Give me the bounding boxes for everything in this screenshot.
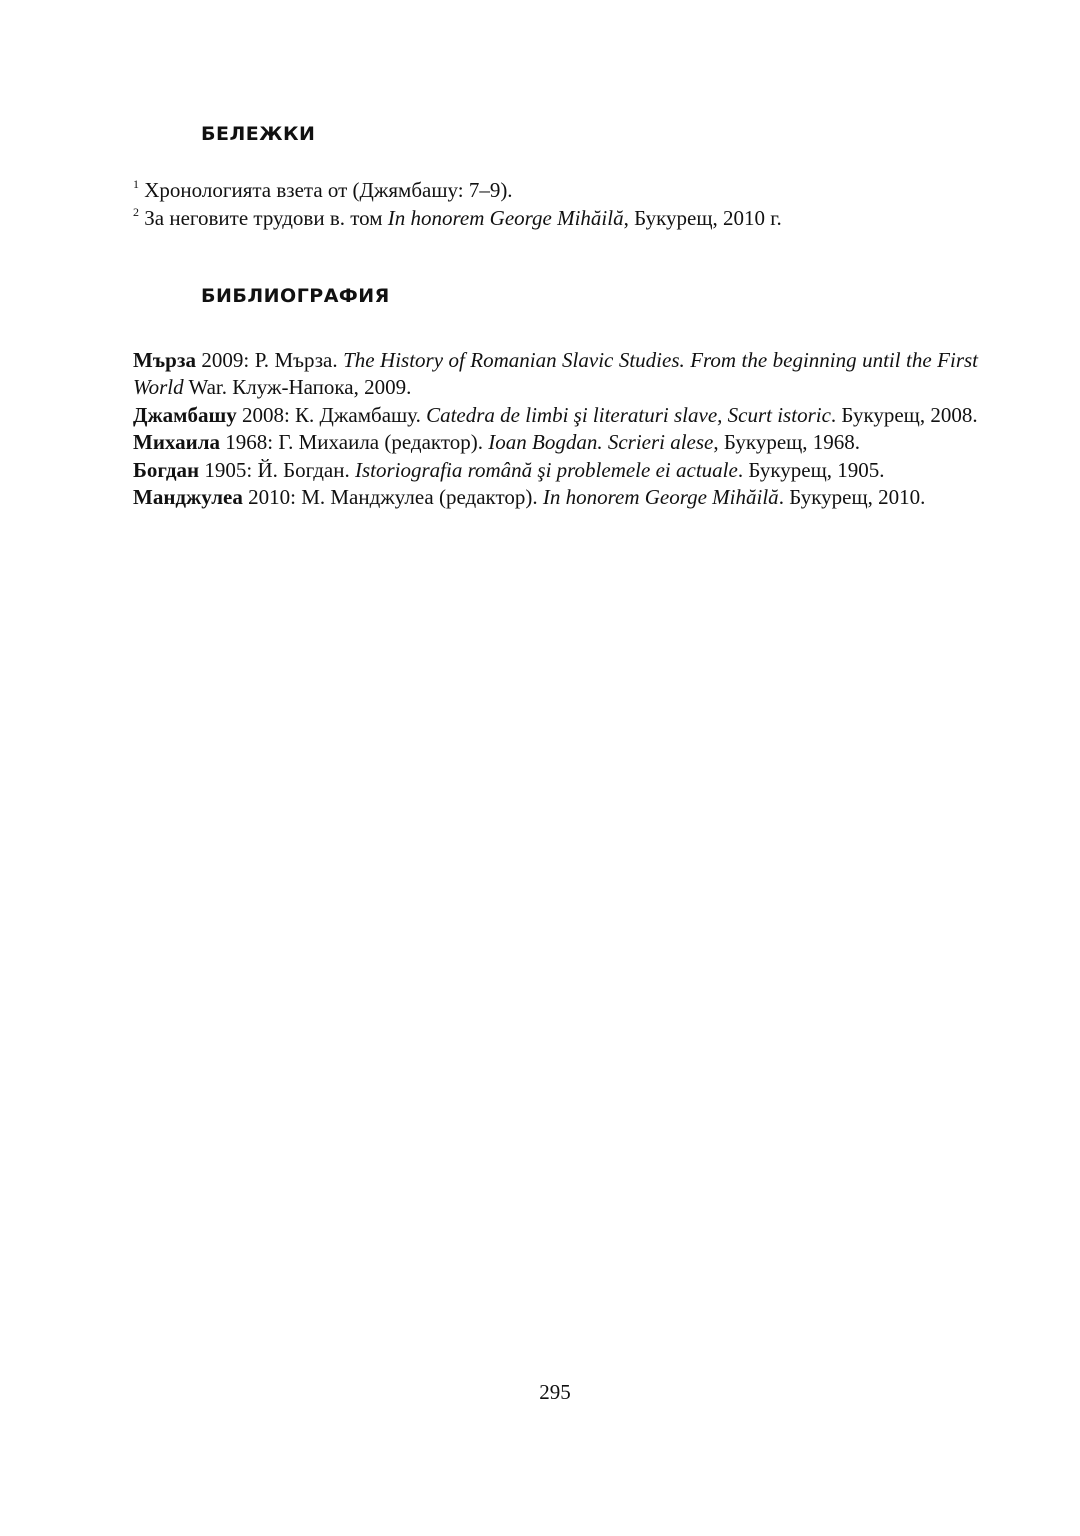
bibliography-entry xyxy=(133,429,978,456)
entry-author: Мързa xyxy=(133,348,196,372)
footnote-text: Хронологията взета от (Джямбашу: 7–9). xyxy=(144,178,513,202)
footnote-number: 1 xyxy=(133,177,139,191)
entry-details: 2008: К. Джамбашу. xyxy=(236,402,427,427)
entry-title: Catedra de limbi şi literaturi slave, Scurt istoric xyxy=(426,402,831,427)
bibliography-entry xyxy=(133,402,978,429)
bibliography-entry xyxy=(133,347,978,402)
entry-details: 2009: Р. Мързa. xyxy=(195,348,344,372)
entry-publication: . Букурещ, 2010. xyxy=(778,485,926,510)
entry-title: The History of Romanian Slavic Studies. From the beginning until the First World xyxy=(133,348,979,400)
entry-details: 1968: Г. Михаила (редактор). xyxy=(220,430,489,455)
entry-publication: . Букурещ, 2008. xyxy=(830,402,978,427)
entry-title: Istoriografia română şi problemele ei actuale xyxy=(354,457,738,482)
footnote-2 xyxy=(133,204,983,232)
footnote-title: In honorem George Mihăilă xyxy=(387,206,624,230)
bibliography-heading: БИБЛИОГРАФИЯ xyxy=(201,285,390,307)
bibliography-list xyxy=(133,347,978,511)
footnote-text: За неговите трудови в. том xyxy=(144,206,388,230)
footnote-number: 2 xyxy=(133,205,139,219)
entry-details: 1905: Й. Богдан. xyxy=(199,457,355,482)
entry-author: Манджулеа xyxy=(133,485,243,510)
bibliography-entry xyxy=(133,457,978,484)
entry-publication: , Букурещ, 1968. xyxy=(713,430,861,455)
entry-details: 2010: М. Манджулеа (редактор). xyxy=(242,485,543,510)
bibliography-entry xyxy=(133,484,978,511)
entry-publication: War. Клуж-Напока, 2009. xyxy=(183,375,412,400)
notes-heading: БЕЛЕЖКИ xyxy=(201,123,316,145)
entry-author: Михаила xyxy=(133,430,221,455)
entry-author: Богдан xyxy=(133,457,200,482)
page-number: 295 xyxy=(539,1380,571,1404)
entry-title: Ioan Bogdan. Scrieri alese xyxy=(488,430,714,455)
footnote-1 xyxy=(133,176,983,204)
footnote-text-end: , Букурещ, 2010 г. xyxy=(623,206,782,230)
entry-author: Джамбашу xyxy=(133,402,237,427)
notes-list xyxy=(133,176,983,232)
entry-publication: . Букурещ, 1905. xyxy=(737,457,885,482)
entry-title: In honorem George Mihăilă xyxy=(542,485,779,510)
